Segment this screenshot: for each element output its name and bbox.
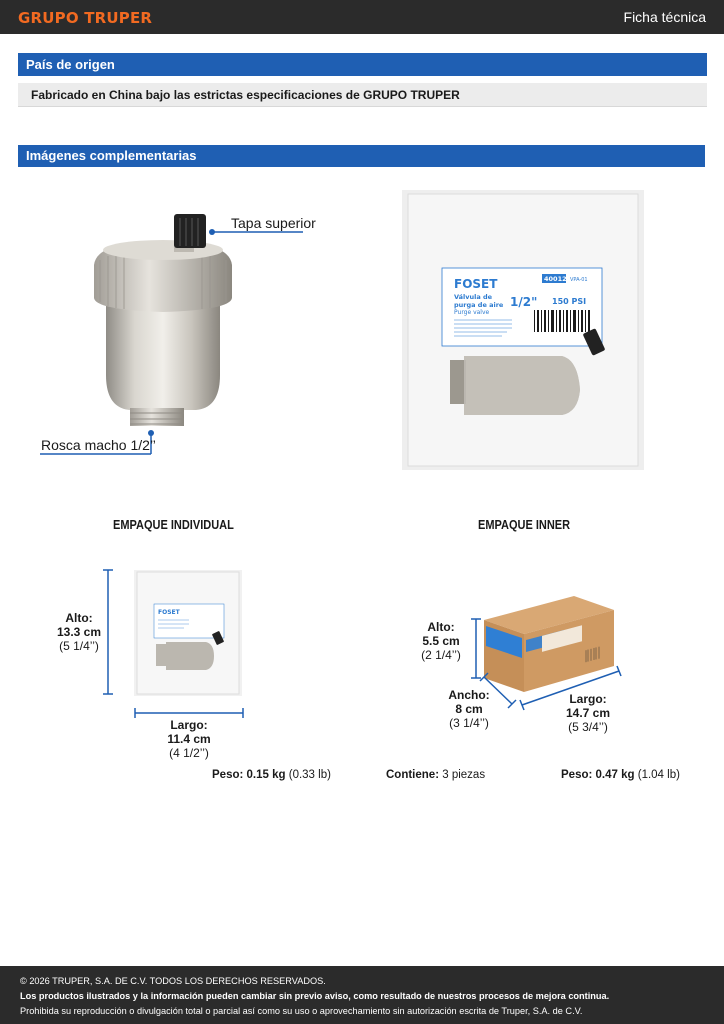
individual-largo-cm: 11.4 cm xyxy=(167,732,211,746)
callout-top-label: Tapa superior xyxy=(231,215,316,231)
inner-ancho-cm: 8 cm xyxy=(455,702,483,716)
inner-largo-label: Largo: xyxy=(569,692,607,706)
inner-contiene xyxy=(386,769,485,781)
inner-ancho xyxy=(442,688,496,730)
inner-alto-cm: 5.5 cm xyxy=(422,634,460,648)
inner-peso-kg: 0.47 kg xyxy=(595,769,635,781)
bag-code: 40012 xyxy=(544,275,567,283)
inner-alto-label: Alto: xyxy=(427,620,455,634)
individual-largo-label: Largo: xyxy=(170,718,208,732)
individual-peso-kg: 0.15 kg xyxy=(246,769,286,781)
inner-contiene-value: 3 piezas xyxy=(442,769,486,781)
inner-contiene-label: Contiene: xyxy=(386,769,440,781)
callout-bottom-label: Rosca macho 1/2’’ xyxy=(41,437,156,453)
individual-package-title: EMPAQUE INDIVIDUAL xyxy=(113,518,234,532)
bag-brand: FOSET xyxy=(454,277,498,291)
inner-peso xyxy=(561,769,680,781)
section-header-origin: País de origen xyxy=(18,53,707,76)
individual-alto-label: Alto: xyxy=(65,611,93,625)
bag-english: Purge valve xyxy=(454,309,490,316)
section-header-images: Imágenes complementarias xyxy=(18,145,705,167)
footer-legal: Prohibida su reproducción o divulgación total o parcial así como su uso o aprovechamiento sin autorización escrita de Truper, S.A. de C.V. xyxy=(20,1006,583,1016)
footer xyxy=(0,966,724,1024)
document-type: Ficha técnica xyxy=(623,9,706,25)
bag-name-1: Válvula de xyxy=(454,293,493,301)
individual-peso-label: Peso: xyxy=(212,769,244,781)
inner-package-title: EMPAQUE INNER xyxy=(478,518,571,532)
individual-peso-lb: (0.33 lb) xyxy=(288,769,331,781)
origin-text: Fabricado en China bajo las estrictas especificaciones de GRUPO TRUPER xyxy=(18,83,707,107)
bag-size: 1/2" xyxy=(510,295,538,309)
footer-copyright: © 2026 TRUPER, S.A. DE C.V. TODOS LOS DERECHOS RESERVADOS. xyxy=(20,976,326,986)
individual-largo-in: (4 1/2’’) xyxy=(169,746,209,760)
inner-largo-cm: 14.7 cm xyxy=(565,706,611,720)
bag-model: VPA-01 xyxy=(570,277,588,283)
inner-alto xyxy=(418,620,464,662)
inner-alto-in: (2 1/4’’) xyxy=(421,648,461,662)
individual-alto-in: (5 1/4’’) xyxy=(59,639,99,653)
inner-ancho-in: (3 1/4’’) xyxy=(449,716,489,730)
inner-ancho-label: Ancho: xyxy=(448,688,490,702)
inner-largo-in: (5 3/4’’) xyxy=(568,720,608,734)
inner-peso-lb: (1.04 lb) xyxy=(637,769,680,781)
inner-peso-label: Peso: xyxy=(561,769,593,781)
svg-text:FOSET: FOSET xyxy=(158,609,180,616)
inner-largo xyxy=(560,692,616,734)
bag-name-2: purga de aire xyxy=(454,301,504,309)
bag-pressure: 150 PSI xyxy=(552,297,587,306)
individual-alto-cm: 13.3 cm xyxy=(56,625,102,639)
footer-notice: Los productos ilustrados y la información pueden cambiar sin previo aviso, como resultado de nuestros procesos de mejora continua. xyxy=(20,991,610,1001)
brand-logo: GRUPO TRUPER xyxy=(18,9,153,27)
